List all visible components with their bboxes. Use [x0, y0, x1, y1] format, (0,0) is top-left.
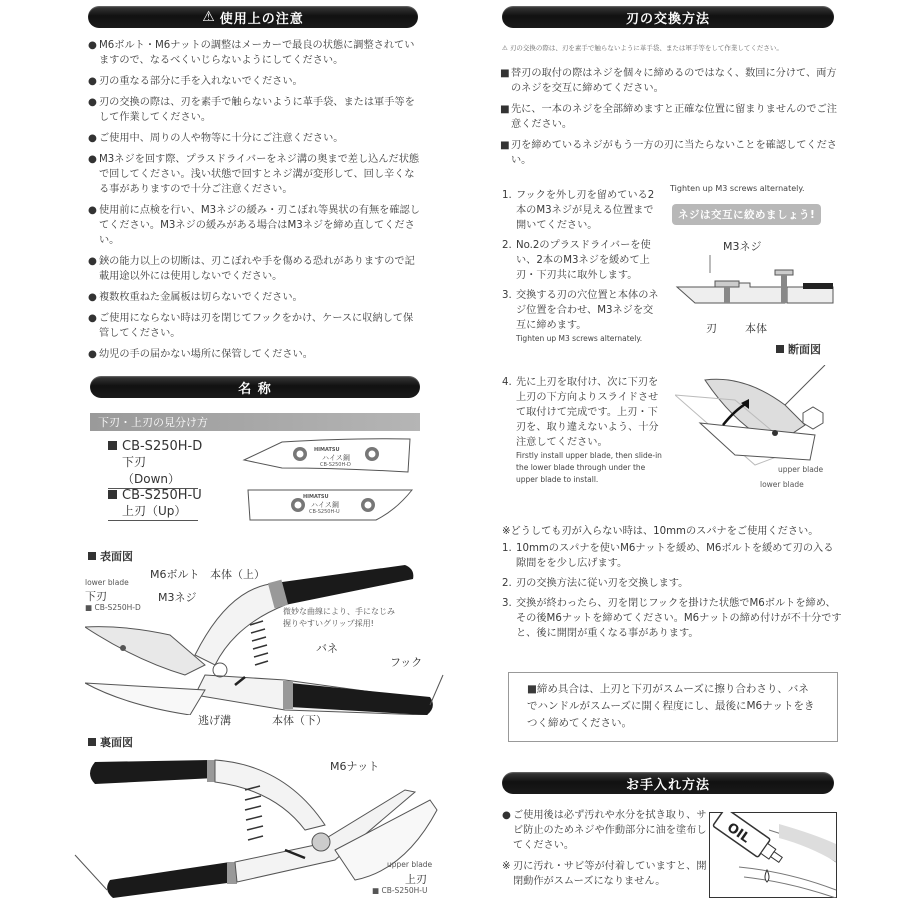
install-upper-label: upper blade	[778, 465, 824, 474]
wrench-note: ※どうしても刃が入らない時は、10mmのスパナをご使用ください。	[502, 526, 819, 537]
step-item: 2. No.2のプラスドライバーを使い、2本のM3ネジを緩めて上刃・下刃共に取外します。	[502, 240, 651, 281]
hook-label: フック	[390, 656, 423, 669]
install-lower-label: lower blade	[760, 480, 804, 489]
list-item: ● 使用前に点検を行い、M3ネジの緩み・刃こぼれ等異状の有無を確認してください。M3ネジの緩みがある場合はM3ネジを締め直してください。	[88, 205, 420, 246]
m3-screw-label: M3ネジ	[158, 591, 197, 604]
grip-note-2: 握りやすいグリップ採用!	[283, 619, 374, 628]
list-item: ■ 先に、一本のネジを全部締めますと正確な位置に留まりませんのでご注意ください。	[500, 104, 837, 130]
lower-blade-text: ハイス鋼	[322, 454, 350, 462]
list-item: ● M6ボルト・M6ナットの調整はメーカーで最良の状態に調整されていますので、なるべくいじらないようにしてください。	[88, 40, 415, 66]
caution-banner	[88, 6, 418, 28]
section-en-title: Tighten up M3 screws alternately.	[670, 184, 805, 193]
section-blade-label: 刃	[706, 322, 717, 335]
lower-blade-brand: HIMATSU	[314, 447, 340, 453]
front-view-illustration	[85, 565, 445, 715]
step-item: 2. 刃の交換方法に従い刃を交換します。	[502, 578, 689, 589]
names-title: 名 称	[238, 381, 272, 397]
oil-label: OIL	[724, 820, 753, 847]
names-banner	[90, 376, 420, 398]
install-illustration	[675, 365, 840, 480]
list-item: ● ご使用にならない時は刃を閉じてフックをかけ、ケースに収納して保管してください。	[88, 313, 414, 339]
lower-blade-code: CB-S250H-D	[320, 462, 351, 468]
m6-bolt-label: M6ボルト	[150, 568, 200, 581]
list-item: ● 鋏の能力以上の切断は、刃こぼれや手を傷める恐れがありますので記載用途以外には使用しないでください。	[88, 256, 415, 282]
replace-title: 刃の交換方法	[625, 11, 710, 27]
step-item: 3. 交換が終わったら、刃を閉じフックを掛けた状態でM6ボルトを締め、その後M6ナットを締めてください。M6ナットの締め付けが不十分ですと、後に開閉が重くなる事があります。	[502, 598, 842, 639]
back-view-title: 裏面図	[88, 734, 133, 750]
list-item: ● 幼児の手の届かない場所に保管してください。	[88, 349, 313, 360]
model-upper: CB-S250H-U 上刃（Up）	[108, 488, 202, 521]
relief-groove-label: 逃げ溝	[198, 714, 231, 727]
step-item: 3. 交換する刃の穴位置と本体のネジ位置を合わせ、M3ネジを交互に締めます。 Tighten up M3 screws alternately.	[502, 290, 659, 343]
list-item: ● 刃の重なる部分に手を入れないでください。	[88, 76, 303, 87]
tightening-note-box: ■締め具合は、上刃と下刃がスムーズに擦り合わさり、バネでハンドルがスムーズに開く程度にし、最後にM6ナットをきつく締めてください。	[508, 672, 838, 742]
care-title: お手入れ方法	[625, 777, 710, 793]
square-bullet-icon	[108, 490, 117, 499]
caution-list	[88, 38, 423, 368]
upper-blade-en-label: upper blade	[387, 860, 433, 869]
replace-warning: ⚠ 刃の交換の際は、刃を素手で触らないように革手袋、または軍手等をして作業してください。	[502, 44, 783, 52]
blade-guide-banner: 下刃・上刃の見分け方	[90, 413, 420, 431]
list-item: ● ご使用中、周りの人や物等に十分にご注意ください。	[88, 133, 344, 144]
section-body-label: 本体	[745, 322, 767, 335]
speech-bubble: ネジは交互に絞めましょう!	[672, 204, 821, 225]
step-item: 4. 先に上刃を取付け、次に下刃を上刃の下方向よりスライドさせて取付けて完成です。上刃・下刃を、取り違えないよう、十分注意してください。 Firstly install upper blade, then slide-in the lower blade through under the upper blade to install.	[502, 377, 662, 484]
m6-nut-label: M6ナット	[330, 760, 380, 773]
spring-label: バネ	[316, 642, 338, 655]
warning-triangle-icon: ⚠	[502, 44, 510, 52]
list-item: ● M3ネジを回す際、プラスドライバーをネジ溝の奥まで差し込んだ状態で回してください。浅い状態で回すとネジ溝が変形して、回し辛くなる事がありますので十分ご注意ください。	[88, 154, 420, 195]
lower-blade-en-label: lower blade	[85, 578, 129, 587]
upper-blade-code: CB-S250H-U	[309, 509, 340, 515]
oil-illustration	[709, 812, 837, 898]
care-list	[502, 808, 707, 895]
replace-banner	[502, 6, 834, 28]
grip-note-1: 微妙な曲線により、手になじみ	[283, 607, 395, 616]
section-m3-label: M3ネジ	[723, 240, 762, 253]
wrench-steps	[502, 541, 842, 646]
upper-blade-code-label: ■ CB-S250H-U	[372, 886, 428, 895]
replace-step-4	[502, 375, 662, 491]
lower-blade-code-label: ■ CB-S250H-D	[85, 603, 141, 612]
list-item: ■ 刃を締めているネジがもう一方の刃に当たらないことを確認してください。	[500, 140, 837, 166]
lower-blade-label: 下刃	[85, 590, 107, 603]
step-item: 1. 10mmのスパナを使いM6ナットを緩め、M6ボルトを緩めて刃の入る隙間をを少し広げます。	[502, 543, 834, 569]
replace-list	[500, 66, 845, 174]
caution-title: 使用上の注意	[219, 11, 304, 27]
list-item: ■ 替刃の取付の際はネジを個々に締めるのではなく、数回に分けて、両方のネジを交互に締めてください。	[500, 68, 837, 94]
upper-blade-label: 上刃	[405, 873, 427, 886]
replace-steps-1-3	[502, 188, 662, 350]
upper-blade-text: ハイス鋼	[311, 501, 339, 509]
warning-triangle-icon: ⚠	[202, 9, 216, 25]
list-item: ● 刃の交換の際は、刃を素手で触らないように革手袋、または軍手等をして作業してください。	[88, 97, 415, 123]
front-view-title: 表面図	[88, 548, 133, 564]
list-item: ※ 刃に汚れ・サビ等が付着していますと、開閉動作がスムーズになりません。	[502, 861, 707, 887]
step-item: 1. フックを外し刃を留めている2本のM3ネジが見える位置まで開いてください。	[502, 190, 655, 231]
section-title: 断面図	[776, 341, 821, 357]
list-item: ● 複数枚重ねた金属板は切らないでください。	[88, 292, 303, 303]
back-view-illustration	[65, 750, 445, 900]
body-top-label: 本体（上）	[210, 568, 265, 581]
body-bottom-label: 本体（下）	[272, 714, 327, 727]
upper-blade-brand: HIMATSU	[303, 494, 329, 500]
square-bullet-icon	[108, 441, 117, 450]
list-item: ● ご使用後は必ず汚れや水分を拭き取り、サビ防止のためネジや作動部分に油を塗布してください。	[502, 810, 707, 851]
section-illustration	[675, 255, 835, 315]
care-banner	[502, 772, 834, 794]
model-lower: CB-S250H-D 下刃（Down）	[108, 439, 202, 489]
